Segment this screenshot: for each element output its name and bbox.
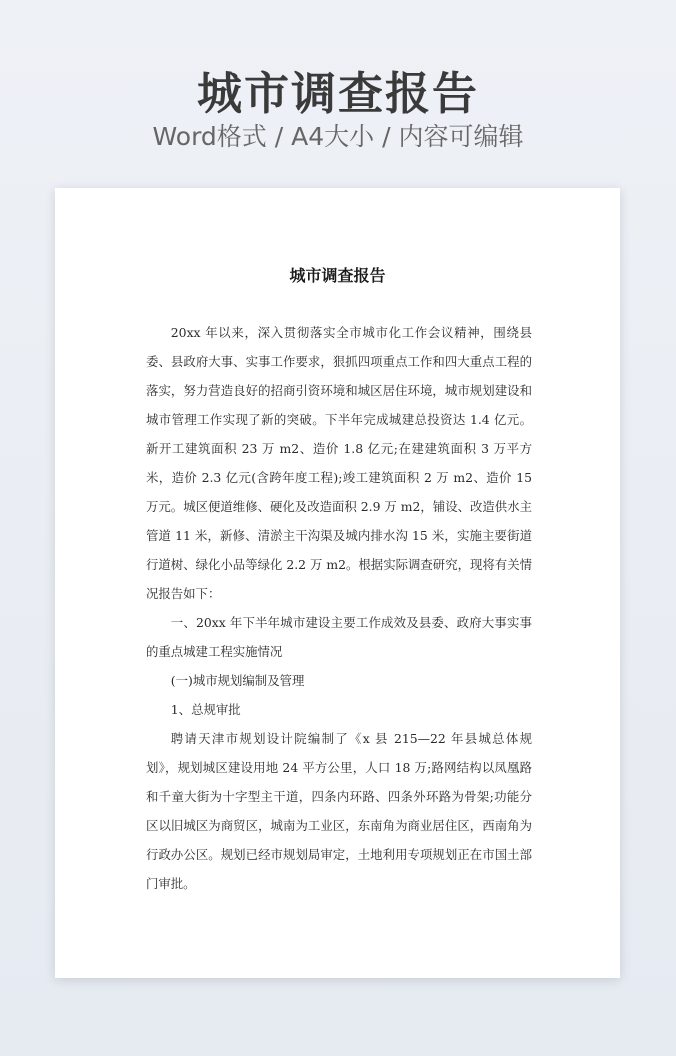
paragraph-section-heading: 一、20xx 年下半年城市建设主要工作成效及县委、政府大事实事的重点城建工程实施情况 — [146, 615, 532, 659]
document-body — [146, 318, 532, 898]
banner-title: 城市调查报告 — [196, 67, 479, 120]
document-page — [55, 188, 620, 978]
document-title: 城市调查报告 — [289, 266, 386, 285]
paragraph-subsection-heading: (一)城市规划编制及管理 — [170, 673, 305, 688]
paragraph-item-heading: 1、总规审批 — [170, 702, 241, 717]
paragraph-intro: 20xx 年以来，深入贯彻落实全市城市化工作会议精神，围绕县委、县政府大事、实事工作要求，狠抓四项重点工作和四大重点工程的落实，努力营造良好的招商引资环境和城区居住环境，城市规划建设和城市管理工作实现了新的突破。下半年完成城建总投资达 1.4 亿元。新开工建筑面积 23 万 m2、造价 1.8 亿元;在建建筑面积 3 万平方米，造价 2.3 亿元(含跨年度工程);竣工建筑面积 2 万 m2、造价 15 万元。城区便道维修、硬化及改造面积 2.9 万 m2，铺设、改造供水主管道 11 米，新修、清淤主干沟渠及城内排水沟 15 米，实施主要街道行道树、绿化小品等绿化 2.2 万 m2。根据实际调查研究，现将有关情况报告如下： — [146, 325, 532, 601]
banner-subtitle: Word格式 / A4大小 / 内容可编辑 — [152, 122, 524, 151]
paragraph-planning: 聘请天津市规划设计院编制了《x 县 215—22 年县城总体规划》，规划城区建设用地 24 平方公里，人口 18 万;路网结构以凤凰路和千童大街为十字型主干道，四条内环路、四条外环路为骨架;功能分区以旧城区为商贸区，城南为工业区，东南角为商业居住区，西南角为行政办公区。规划已经市规划局审定，土地利用专项规划正在市国土部门审批。 — [146, 731, 532, 891]
